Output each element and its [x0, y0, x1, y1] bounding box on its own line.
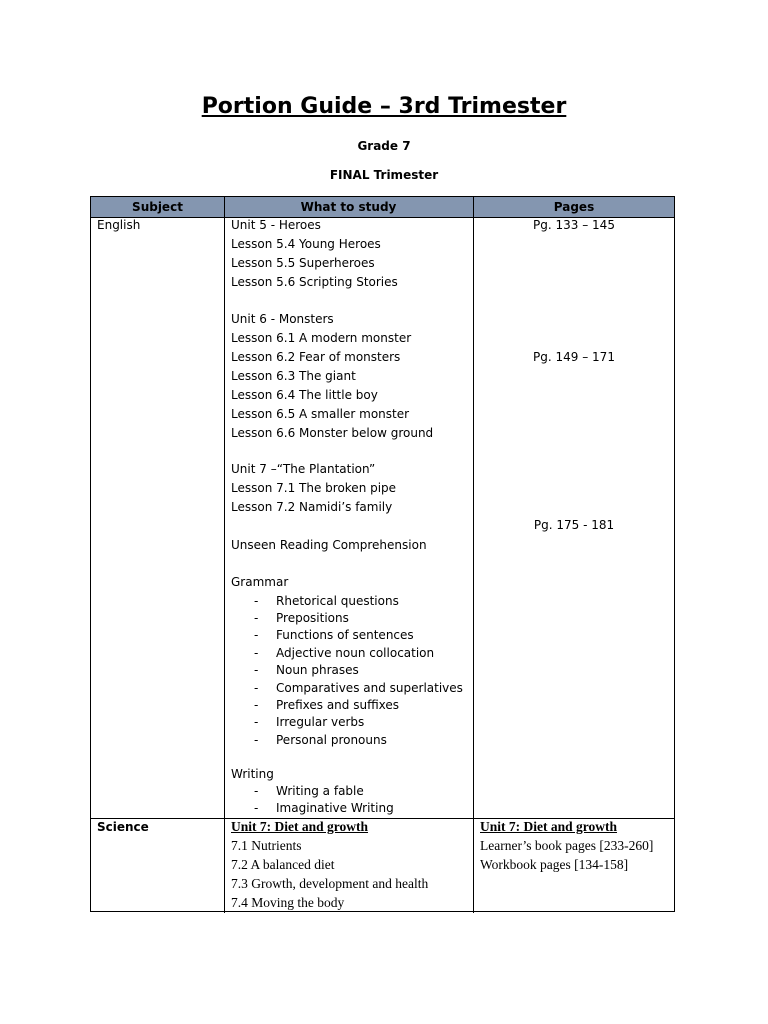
- header-pages: Pages: [553, 200, 595, 214]
- bullet-dash: -: [254, 698, 259, 712]
- list-item: Lesson 6.2 Fear of monsters: [231, 350, 401, 364]
- list-item: 7.4 Moving the body: [231, 895, 345, 910]
- bullet-dash: -: [254, 646, 259, 660]
- list-item: Lesson 7.2 Namidi’s family: [231, 500, 393, 514]
- list-item: 7.3 Growth, development and health: [231, 876, 429, 891]
- list-item: Prefixes and suffixes: [276, 698, 400, 712]
- list-item: Personal pronouns: [276, 733, 387, 747]
- grammar-heading: Grammar: [231, 575, 289, 589]
- list-item: Irregular verbs: [276, 715, 365, 729]
- unit-5-heading: Unit 5 - Heroes: [231, 218, 321, 232]
- science-pages-heading: Unit 7: Diet and growth: [480, 819, 618, 834]
- document-title: Portion Guide – 3rd Trimester: [201, 94, 567, 119]
- header-subject: Subject: [132, 200, 183, 214]
- list-item: Lesson 5.5 Superheroes: [231, 256, 375, 270]
- bullet-dash: -: [254, 784, 259, 798]
- writing-heading: Writing: [231, 767, 274, 781]
- list-item: Writing a fable: [276, 784, 364, 798]
- list-item: Lesson 6.1 A modern monster: [231, 331, 412, 345]
- list-item: Lesson 6.6 Monster below ground: [231, 426, 434, 440]
- grade-label: Grade 7: [357, 139, 411, 153]
- pages-unit-5: Pg. 133 – 145: [533, 218, 615, 232]
- list-item: Adjective noun collocation: [276, 646, 435, 660]
- bullet-dash: -: [254, 801, 259, 815]
- list-item: Rhetorical questions: [276, 594, 399, 608]
- list-item: Imaginative Writing: [276, 801, 394, 815]
- subject-science: Science: [97, 820, 149, 834]
- list-item: Comparatives and superlatives: [276, 681, 463, 695]
- list-item: 7.1 Nutrients: [231, 838, 302, 853]
- bullet-dash: -: [254, 715, 259, 729]
- bullet-dash: -: [254, 611, 259, 625]
- table-header-row: [91, 197, 674, 218]
- list-item: Noun phrases: [276, 663, 359, 677]
- list-item: Functions of sentences: [276, 628, 414, 642]
- unit-6-heading: Unit 6 - Monsters: [231, 312, 334, 326]
- trimester-label: FINAL Trimester: [329, 168, 439, 182]
- list-item: Prepositions: [276, 611, 349, 625]
- header-what-to-study: What to study: [300, 200, 397, 214]
- bullet-dash: -: [254, 681, 259, 695]
- pages-unit-6: Pg. 149 – 171: [533, 350, 615, 364]
- bullet-dash: -: [254, 663, 259, 677]
- list-item: Lesson 5.4 Young Heroes: [231, 237, 381, 251]
- bullet-dash: -: [254, 628, 259, 642]
- unit-7-heading: Unit 7 –“The Plantation”: [231, 462, 376, 476]
- learners-book-pages: Learner’s book pages [233-260]: [480, 838, 654, 853]
- portion-table: [90, 196, 675, 912]
- list-item: Lesson 6.3 The giant: [231, 369, 356, 383]
- list-item: Lesson 5.6 Scripting Stories: [231, 275, 398, 289]
- subject-english: English: [97, 218, 141, 232]
- workbook-pages: Workbook pages [134-158]: [480, 857, 629, 872]
- bullet-dash: -: [254, 594, 259, 608]
- list-item: 7.2 A balanced diet: [231, 857, 335, 872]
- column-divider: [224, 197, 225, 913]
- list-item: Lesson 7.1 The broken pipe: [231, 481, 397, 495]
- pages-unit-7: Pg. 175 - 181: [533, 518, 615, 532]
- bullet-dash: -: [254, 733, 259, 747]
- list-item: Lesson 6.5 A smaller monster: [231, 407, 410, 421]
- list-item: Lesson 6.4 The little boy: [231, 388, 378, 402]
- unseen-reading-label: Unseen Reading Comprehension: [231, 538, 427, 552]
- column-divider: [473, 197, 474, 913]
- science-unit-heading: Unit 7: Diet and growth: [231, 819, 369, 834]
